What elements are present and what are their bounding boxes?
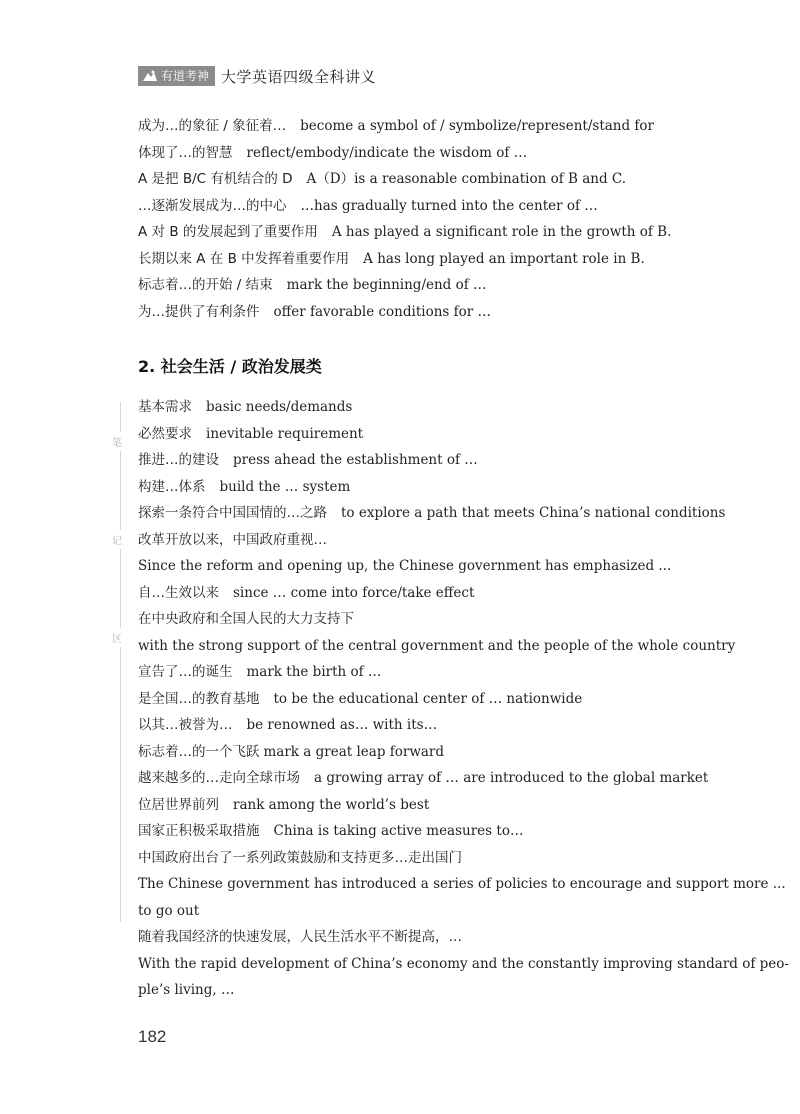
phrase-line-en [138,954,789,974]
phrase-en: a growing array of … are introduced to the global market [314,770,709,786]
phrase-en: since … come into force/take effect [233,585,475,601]
phrase-line [138,662,738,682]
phrase-line-en [138,980,738,1000]
phrase-en: mark the beginning/end of … [286,277,487,293]
phrase-zh: 探索一条符合中国国情的…之路 [138,505,327,521]
phrase-line [138,927,738,947]
notes-label-char: 记 [112,530,122,549]
phrase-en: rank among the world’s best [233,797,430,813]
phrase-line [138,821,738,841]
phrase-zh: 国家正积极采取措施 [138,823,260,839]
phrase-line [138,583,738,603]
phrase-line [138,477,738,497]
phrase-line [138,196,738,216]
phrase-line-en [138,874,786,894]
phrase-en: A has long played an important role in B. [363,251,645,267]
phrase-line [138,848,738,868]
phrase-line [138,768,738,788]
phrase-en: to explore a path that meets China’s national conditions [341,505,726,521]
phrase-zh: 在中央政府和全国人民的大力支持下 [138,611,354,627]
phrase-en: ple’s living, … [138,982,235,998]
phrase-line-en [138,901,738,921]
phrase-line [138,397,738,417]
phrase-line [138,609,738,629]
phrase-en: mark a great leap forward [263,744,445,760]
phrase-line-en [138,636,738,656]
phrase-zh: 是全国…的教育基地 [138,691,260,707]
phrase-zh: 必然要求 [138,426,192,442]
phrase-en: become a symbol of / symbolize/represent/stand for [300,118,655,134]
phrase-zh: 随着我国经济的快速发展，人民生活水平不断提高，… [138,929,462,945]
phrase-en: With the rapid development of China’s economy and the constantly improving standard of peo- [138,956,789,972]
phrase-zh: 体现了…的智慧 [138,145,233,161]
phrase-zh: 为…提供了有利条件 [138,304,260,320]
brand-badge [138,66,215,86]
phrase-en: with the strong support of the central government and the people of the whole country [138,638,736,654]
phrase-line-en [138,556,738,576]
phrase-en: inevitable requirement [206,426,364,442]
phrase-zh: 标志着…的开始 / 结束 [138,277,273,293]
section-heading: 2. 社会生活 / 政治发展类 [138,357,322,376]
phrase-line [138,143,738,163]
phrase-zh: 长期以来 A 在 B 中发挥着重要作用 [138,251,350,267]
brand-name: 有道考神 [161,69,210,83]
phrase-zh: 自…生效以来 [138,585,219,601]
phrase-en: The Chinese government has introduced a series of policies to encourage and support more ... [138,876,786,892]
phrase-en: Since the reform and opening up, the Chinese government has emphasized ... [138,558,672,574]
brand-logo-icon [142,69,158,83]
phrase-zh: 宣告了…的诞生 [138,664,233,680]
phrase-en: build the … system [219,479,351,495]
phrase-en: A has played a significant role in the growth of B. [331,224,672,240]
phrase-line [138,275,738,295]
book-title: 大学英语四级全科讲义 [221,67,377,86]
phrase-en: A（D）is a reasonable combination of B and C. [306,171,627,187]
page-header [138,64,376,88]
phrase-en: basic needs/demands [206,399,353,415]
notes-label-char: 笔 [112,432,122,451]
phrase-line [138,222,738,242]
phrase-zh: 标志着…的一个飞跃 [138,744,260,760]
phrase-zh: 改革开放以来，中国政府重视… [138,532,327,548]
phrase-line [138,503,738,523]
phrase-en: press ahead the establishment of … [233,452,478,468]
phrase-line [138,302,738,322]
phrase-line [138,450,738,470]
phrase-zh: 位居世界前列 [138,797,219,813]
phrase-zh: A 是把 B/C 有机结合的 D [138,171,293,187]
notes-margin-rule [120,402,121,922]
phrase-zh: 基本需求 [138,399,192,415]
phrase-en: offer favorable conditions for … [273,304,491,320]
phrase-line [138,715,738,735]
phrase-en: reflect/embody/indicate the wisdom of … [246,145,528,161]
phrase-zh: …逐渐发展成为…的中心 [138,198,287,214]
phrase-line [138,742,738,762]
phrase-line [138,169,738,189]
phrase-zh: 越来越多的…走向全球市场 [138,770,300,786]
phrase-line [138,116,738,136]
phrase-zh: 中国政府出台了一系列政策鼓励和支持更多…走出国门 [138,850,462,866]
phrase-zh: 成为…的象征 / 象征着… [138,118,287,134]
phrase-line [138,530,738,550]
phrase-line [138,424,738,444]
phrase-line [138,249,738,269]
phrase-zh: 以其…被誉为… [138,717,233,733]
phrase-en: to go out [138,903,200,919]
phrase-en: mark the birth of … [246,664,382,680]
page-number: 182 [138,1027,167,1046]
phrase-line [138,795,738,815]
phrase-line [138,689,738,709]
phrase-en: China is taking active measures to… [273,823,524,839]
notes-label-char: 区 [112,628,122,647]
phrase-en: to be the educational center of … nationwide [273,691,583,707]
phrase-zh: A 对 B 的发展起到了重要作用 [138,224,318,240]
phrase-zh: 构建…体系 [138,479,206,495]
phrase-en: be renowned as… with its… [246,717,438,733]
phrase-en: …has gradually turned into the center of … [300,198,598,214]
phrase-zh: 推进…的建设 [138,452,219,468]
